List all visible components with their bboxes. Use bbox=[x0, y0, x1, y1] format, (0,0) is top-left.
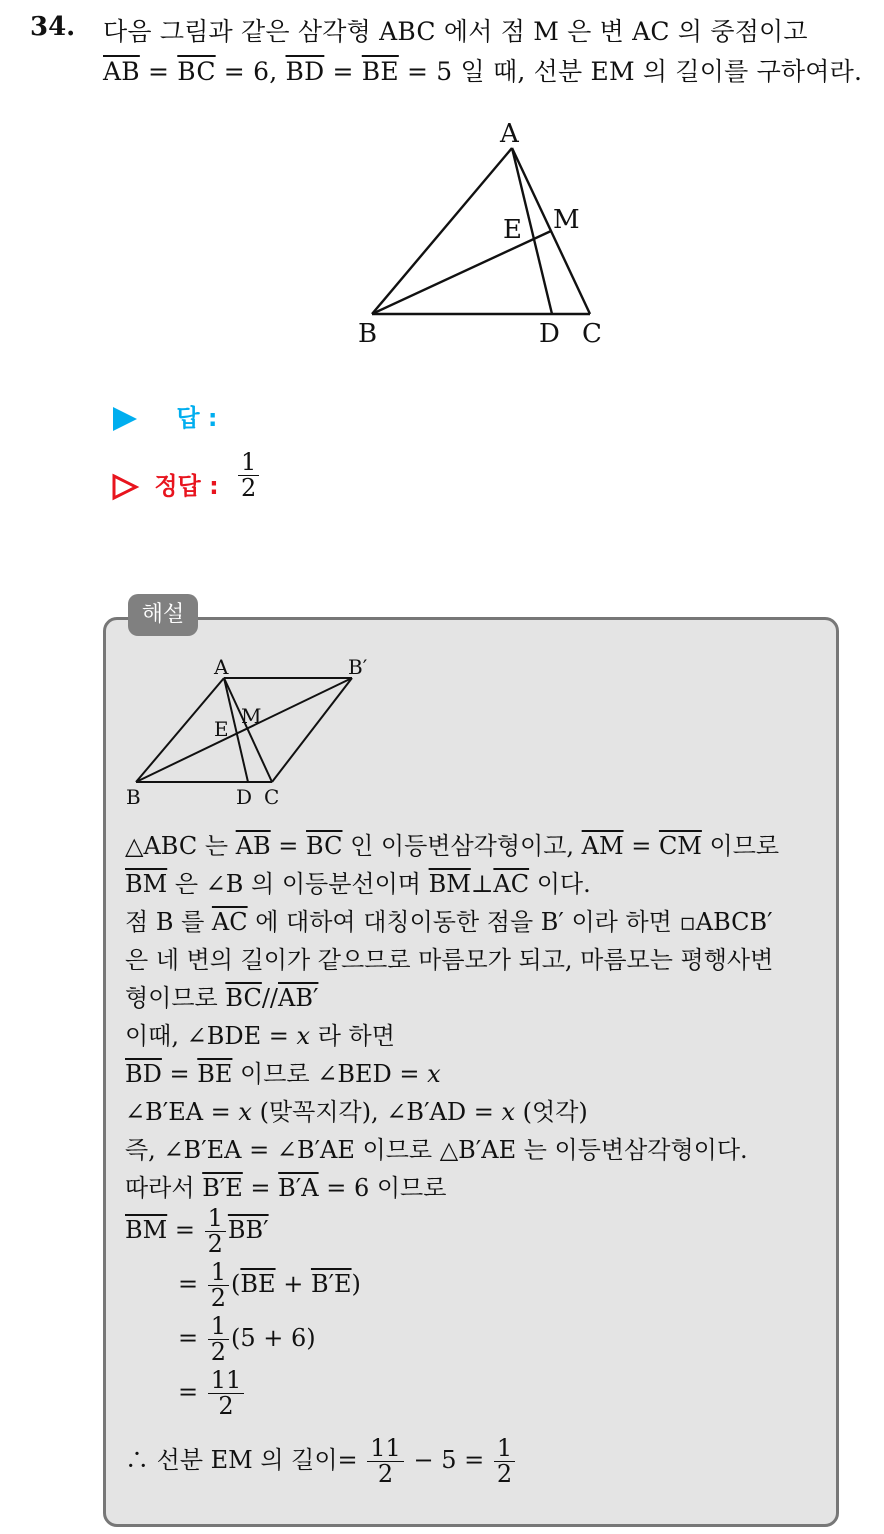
text: (맞꼭지각), ∠B′AD = bbox=[251, 1098, 502, 1126]
text: x bbox=[501, 1098, 516, 1126]
answer-label: 답 : bbox=[176, 404, 218, 432]
play-triangle-icon bbox=[110, 404, 140, 434]
text: $\overline{BM}$ bbox=[428, 870, 471, 898]
text: $\overline{AC}$ bbox=[493, 870, 530, 898]
solution-line-3 bbox=[125, 902, 773, 937]
numerator: 11 bbox=[208, 1368, 245, 1394]
denominator: 2 bbox=[210, 1338, 227, 1367]
solution-line-7 bbox=[125, 1054, 441, 1089]
label-b: B bbox=[126, 785, 141, 809]
solution-line-2 bbox=[125, 864, 591, 899]
solution-line-10 bbox=[125, 1168, 446, 1203]
text: = 6 이므로 bbox=[318, 1174, 447, 1202]
equation-4 bbox=[178, 1368, 246, 1419]
numerator: 1 bbox=[494, 1436, 515, 1462]
denominator: 2 bbox=[218, 1392, 234, 1421]
solution-line-4: 은 네 변의 길이가 같으므로 마름모가 되고, 마름모는 평행사변 bbox=[125, 946, 774, 974]
text: = bbox=[167, 1216, 203, 1245]
label-e: E bbox=[503, 215, 522, 245]
numerator: 1 bbox=[205, 1206, 226, 1232]
segment-ab: $\overline{AB}$ bbox=[103, 57, 140, 86]
label-d: D bbox=[236, 785, 253, 809]
answer-row bbox=[110, 398, 218, 434]
text: ( bbox=[231, 1270, 241, 1299]
text: 은 ∠B 의 이등분선이며 bbox=[167, 870, 429, 898]
text: 형이므로 bbox=[125, 984, 226, 1012]
text: 에 대하여 대칭이동한 점을 B′ 이라 하면 ▫ABCB′ bbox=[247, 908, 773, 936]
text: 따라서 bbox=[125, 1174, 203, 1202]
text: = 6, bbox=[215, 57, 286, 86]
segment-be: $\overline{BE}$ bbox=[361, 57, 399, 86]
label-c: C bbox=[582, 319, 602, 349]
side-cb-prime bbox=[272, 678, 352, 782]
side-ab bbox=[372, 148, 512, 314]
final-answer-line bbox=[125, 1436, 517, 1487]
text: 이다. bbox=[529, 870, 591, 898]
text: 이므로 bbox=[701, 832, 780, 860]
label-d: D bbox=[539, 319, 560, 349]
triangle-figure bbox=[340, 110, 630, 360]
question-line-1: 다음 그림과 같은 삼각형 ABC 에서 점 M 은 변 AC 의 중점이고 bbox=[103, 17, 808, 46]
text: $\overline{BM}$ bbox=[125, 870, 168, 898]
segment-bm bbox=[372, 231, 551, 314]
text: 이므로 ∠BED = bbox=[232, 1060, 428, 1088]
numerator: 11 bbox=[367, 1436, 404, 1462]
text: = bbox=[139, 57, 178, 86]
text: 점 B 를 bbox=[125, 908, 212, 936]
text: $\overline{AM}$ bbox=[581, 832, 624, 860]
text: = bbox=[161, 1060, 198, 1088]
segment-bc: $\overline{BC}$ bbox=[177, 57, 216, 86]
text: 인 이등변삼각형이고, bbox=[342, 832, 582, 860]
text: = bbox=[178, 1378, 206, 1407]
text: // bbox=[261, 984, 278, 1012]
correct-answer-value bbox=[236, 450, 261, 501]
text: 이때, ∠BDE = bbox=[125, 1022, 297, 1050]
label-a: A bbox=[214, 655, 229, 679]
text: B′E bbox=[310, 1270, 352, 1299]
text: (엇각) bbox=[515, 1098, 588, 1126]
text: + bbox=[275, 1270, 311, 1299]
text: ∠B′EA = bbox=[125, 1098, 239, 1126]
text: = bbox=[178, 1270, 206, 1299]
solution-line-8 bbox=[125, 1092, 588, 1127]
text: △ABC 는 bbox=[125, 832, 236, 860]
text: $\overline{BE}$ bbox=[240, 1270, 276, 1299]
text: x bbox=[238, 1098, 252, 1126]
denominator: 2 bbox=[377, 1460, 394, 1489]
text: B′E bbox=[202, 1174, 243, 1202]
text: ⊥ bbox=[470, 870, 494, 898]
text: = bbox=[623, 832, 659, 860]
solution-tag: 해설 bbox=[128, 594, 198, 636]
denominator: 2 bbox=[207, 1230, 223, 1259]
solution-line-6 bbox=[125, 1016, 395, 1051]
question-number: 34. bbox=[30, 12, 76, 42]
equation-2 bbox=[178, 1260, 361, 1311]
numerator: 1 bbox=[238, 450, 259, 476]
text: = bbox=[242, 1174, 279, 1202]
label-b-prime: B′ bbox=[348, 655, 368, 679]
text: x bbox=[427, 1060, 441, 1088]
correct-answer-label: 정답 : bbox=[154, 472, 219, 500]
text: x bbox=[296, 1022, 311, 1050]
solution-line-1 bbox=[125, 826, 779, 861]
text: − 5 = bbox=[405, 1446, 492, 1475]
text: $\overline{BC}$ bbox=[225, 984, 262, 1012]
text: ∴ 선분 EM 의 길이= bbox=[125, 1446, 366, 1475]
question-line-2 bbox=[103, 52, 862, 88]
text: $\overline{AB}$ bbox=[235, 832, 271, 860]
text: ) bbox=[351, 1270, 361, 1299]
label-m: M bbox=[553, 205, 580, 235]
text: $\overline{BE}$ bbox=[197, 1060, 233, 1088]
segment-bd: $\overline{BD}$ bbox=[285, 57, 325, 86]
text: = bbox=[324, 57, 362, 86]
equation-3 bbox=[178, 1314, 316, 1365]
text: = 5 일 때, 선분 EM 의 길이를 구하여라. bbox=[398, 57, 863, 86]
numerator: 1 bbox=[208, 1260, 229, 1286]
denominator: 2 bbox=[496, 1460, 513, 1489]
text: B′A bbox=[278, 1174, 319, 1202]
solution-line-5 bbox=[125, 978, 318, 1013]
text: BB′ bbox=[227, 1216, 269, 1245]
equation-1 bbox=[125, 1206, 269, 1257]
text: = bbox=[178, 1324, 206, 1353]
rhombus-figure bbox=[120, 652, 380, 812]
text: $\overline{BD}$ bbox=[125, 1060, 162, 1088]
text: = bbox=[270, 832, 307, 860]
text: (5 + 6) bbox=[231, 1324, 316, 1353]
denominator: 2 bbox=[241, 474, 257, 503]
diagonal-ac bbox=[224, 678, 272, 782]
label-a: A bbox=[500, 119, 519, 149]
numerator: 1 bbox=[208, 1314, 229, 1340]
outline-triangle-icon bbox=[110, 472, 140, 502]
label-b: B bbox=[358, 319, 378, 349]
solution-line-9: 즉, ∠B′EA = ∠B′AE 이므로 △B′AE 는 이등변삼각형이다. bbox=[125, 1136, 748, 1164]
denominator: 2 bbox=[210, 1284, 227, 1313]
text: $\overline{AC}$ bbox=[211, 908, 248, 936]
text: $\overline{BC}$ bbox=[306, 832, 343, 860]
text: $\overline{BM}$ bbox=[125, 1216, 168, 1245]
correct-answer-row bbox=[110, 466, 219, 502]
label-c: C bbox=[264, 785, 280, 809]
text: $\overline{CM}$ bbox=[658, 832, 702, 860]
label-e: E bbox=[214, 717, 229, 741]
text: 라 하면 bbox=[310, 1022, 395, 1050]
side-ab bbox=[136, 678, 224, 782]
text: AB′ bbox=[278, 984, 319, 1012]
label-m: M bbox=[241, 704, 262, 728]
